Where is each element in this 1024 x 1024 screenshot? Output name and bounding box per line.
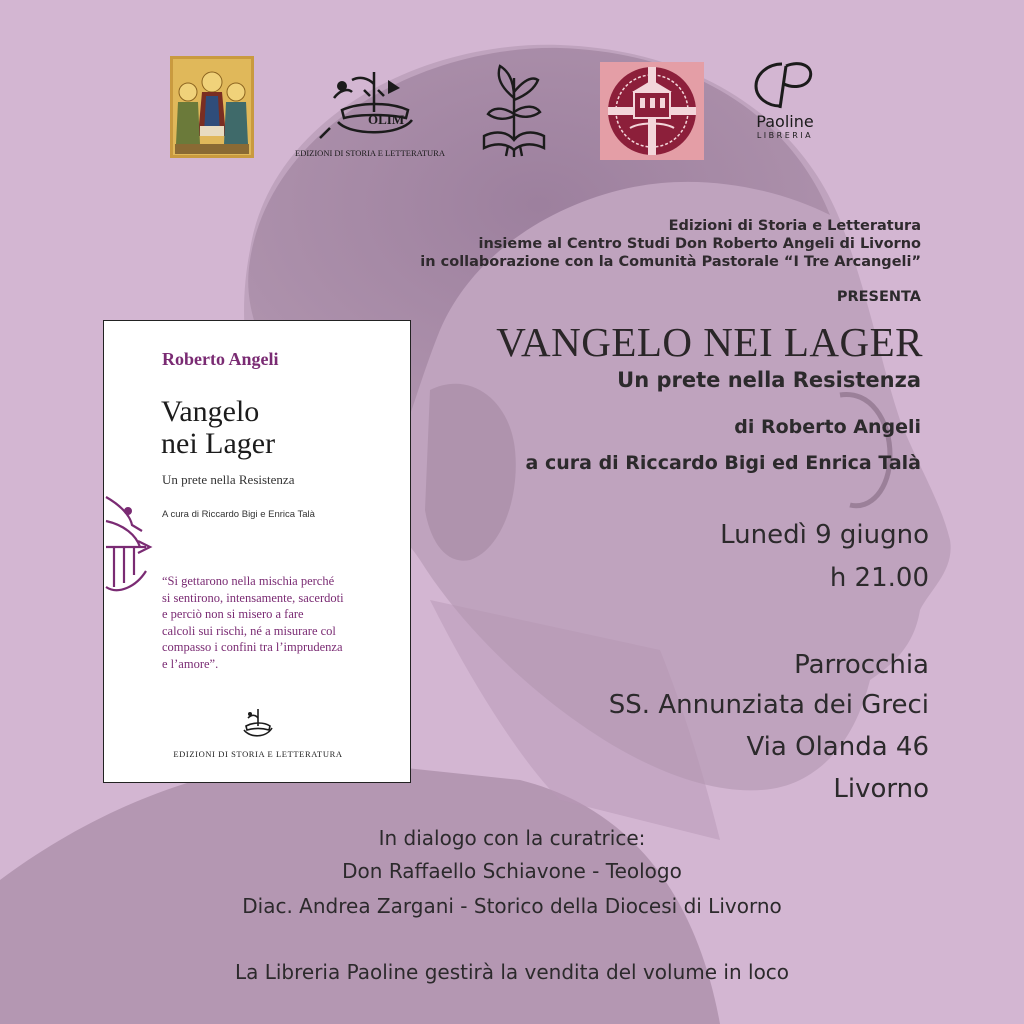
dialog-intro: In dialogo con la curatrice: xyxy=(378,826,646,850)
book-cover-title-line: Vangelo xyxy=(161,395,260,428)
book-cover-quote xyxy=(162,573,392,672)
venue-line: Livorno xyxy=(833,774,929,804)
venue-line: SS. Annunziata dei Greci xyxy=(608,690,929,720)
storia-letteratura-logo xyxy=(290,62,450,162)
speaker-line: Don Raffaello Schiavone - Teologo xyxy=(342,859,682,883)
book-author-line: di Roberto Angeli xyxy=(734,416,921,438)
event-time: h 21.00 xyxy=(829,563,929,593)
book-cover-author: Roberto Angeli xyxy=(162,349,279,369)
paoline-libreria-logo xyxy=(740,58,830,158)
ship-icon xyxy=(290,62,450,142)
quote-line: si sentirono, intensamente, sacerdoti xyxy=(162,590,344,605)
speaker-line: Diac. Andrea Zargani - Storico della Diocesi di Livorno xyxy=(242,894,782,918)
book-cover-title-line: nei Lager xyxy=(161,427,276,460)
storia-caption: EDIZIONI DI STORIA E LETTERATURA xyxy=(295,148,445,158)
svg-text:OLIM: OLIM xyxy=(368,112,405,127)
venue-line: Via Olanda 46 xyxy=(746,732,929,762)
curators-line: a cura di Riccardo Bigi ed Enrica Talà xyxy=(525,452,921,474)
quote-line: “Si gettarono nella mischia perché xyxy=(162,574,335,588)
publisher-ship-icon xyxy=(238,706,278,742)
quote-line: e l’amore”. xyxy=(162,656,219,671)
event-subtitle: Un prete nella Resistenza xyxy=(617,368,921,392)
paoline-sub: LIBRERIA xyxy=(756,131,814,140)
sales-note: La Libreria Paoline gestirà la vendita del volume in loco xyxy=(234,960,790,984)
presenter-line: Edizioni di Storia e Letteratura xyxy=(668,218,921,234)
plant-book-logo xyxy=(478,58,550,158)
quote-line: compasso i confini tra l’imprudenza xyxy=(162,640,343,654)
presenter-line: insieme al Centro Studi Don Roberto Angeli di Livorno xyxy=(478,236,921,252)
paoline-name: Paoline xyxy=(756,112,814,131)
presenters-block xyxy=(420,217,921,271)
quote-line: calcoli sui rischi, né a misurare col xyxy=(162,623,336,638)
book-cover-curators: A cura di Riccardo Bigi e Enrica Talà xyxy=(162,509,315,520)
event-date: Lunedì 9 giugno xyxy=(720,520,929,550)
ship-emblem-icon xyxy=(102,491,154,601)
presenta-label: PRESENTA xyxy=(836,289,921,305)
event-title: VANGELO NEI LAGER xyxy=(496,319,923,365)
centro-studi-logo xyxy=(600,62,704,160)
venue-line: Parrocchia xyxy=(794,650,929,680)
trinity-icon-logo xyxy=(170,56,254,158)
book-cover-subtitle: Un prete nella Resistenza xyxy=(162,472,295,487)
book-cover-publisher: EDIZIONI DI STORIA E LETTERATURA xyxy=(173,749,343,759)
quote-line: e perciò non si misero a fare xyxy=(162,607,304,621)
book-cover xyxy=(103,320,411,783)
presenter-line: in collaborazione con la Comunità Pastorale “I Tre Arcangeli” xyxy=(420,254,921,270)
paoline-mark-icon xyxy=(740,58,830,110)
